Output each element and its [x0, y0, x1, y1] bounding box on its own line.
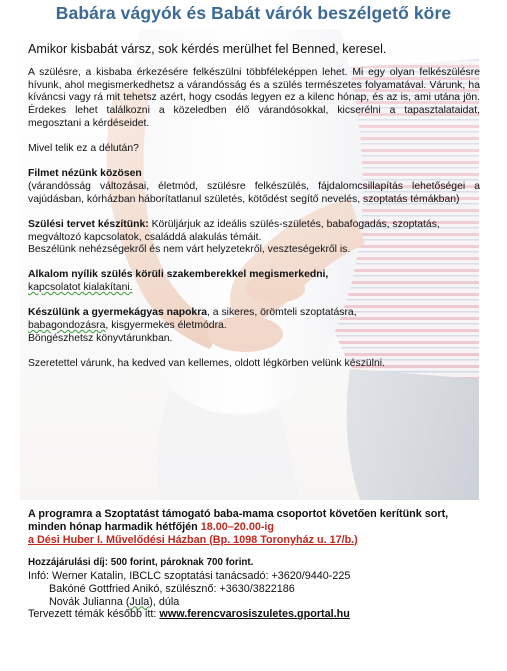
parent-paragraph — [28, 307, 480, 320]
experts-heading: Alkalom nyílik szülés körüli szakemberekkel megismerkedni, — [28, 269, 329, 281]
venue-text: a Dési Huber I. Művelődési Házban (Bp. 1098 Toronyház u. 17/b.) — [28, 533, 358, 546]
topics-label: Tervezett témák később itt: — [28, 608, 160, 621]
footer-block — [28, 508, 480, 621]
film-text: (várandósság változásai, életmód, szülésre felkészülés, fájdalomcsillapítás lehetőségei a vajúdásban, kórházban háborítatlanul születés, kötődést segítő nevelés, szoptatás témákban) — [28, 180, 480, 205]
plan-text-2: Beszélünk nehézségekről és nem várt helyzetekről, veszteségekről is. — [28, 244, 351, 256]
info-3c: ), dúla — [149, 595, 180, 608]
plan-text: Körüljárjuk az ideális szülés-születés, babafogadás, szoptatás, megváltozó kapcsolatok, családdá alakulás témáit. — [28, 218, 440, 243]
website-link[interactable]: www.ferencvarosiszuletes.gportal.hu — [159, 608, 350, 621]
page-title: Babára vágyók és Babát várók beszélgető köre — [55, 3, 452, 23]
fee-text: Hozzájárulási díj: 500 forint, pároknak 700 forint. — [28, 557, 254, 569]
parent-text-1: , a sikeres, örömteli szoptatásra, — [207, 307, 357, 319]
film-heading: Filmet nézünk közösen — [28, 168, 142, 180]
intro-text: Amikor kisbabát vársz, sok kérdés merülhet fel Benned, keresel. — [28, 42, 387, 56]
info-3b: Jula — [129, 595, 150, 608]
parent-text-3: , kisgyermekes életmódra. — [105, 320, 227, 332]
plan-heading: Szülési tervet készítünk: — [28, 218, 149, 230]
description-block — [28, 42, 480, 371]
plan-paragraph — [28, 219, 480, 244]
parent-text-4: Böngészhetsz könyvtárunkban. — [28, 332, 173, 344]
parent-text-2: babagondozásra — [28, 320, 106, 332]
experts-text: kapcsolatot kialakítani. — [28, 282, 133, 294]
info-line-1: Infó: Werner Katalin, IBCLC szoptatási tanácsadó: +3620/9440-225 — [28, 569, 351, 582]
info-3a: Novák Julianna ( — [49, 595, 130, 608]
intro-paragraph: A szülésre, a kisbaba érkezésére felkészülni többféleképpen lehet. Mi egy olyan felkészülésre hívunk, ahol megismerkedhetsz a várandósság és a szülés természetes folyamatával. Várunk, ha kíváncsi vagy rá mit tehetsz azért, hogy csodás legyen ez a kilenc hónap, és az is, ami utána jön. Érdekes lehet találkozni a közeledben élő várandósokkal, kicserélni a tapasztalataidat, megosztani a kérdéseidet. — [28, 67, 480, 129]
question-line: Mivel telik ez a délután? — [28, 143, 139, 155]
program-time: 18.00–20.00-ig — [200, 520, 275, 533]
parent-heading: Készülünk a gyermekágyas napokra — [28, 307, 208, 319]
info-line-3 — [28, 596, 480, 609]
info-line-2: Bakóné Gottfried Anikó, szülésznő: +3630/3822186 — [49, 582, 295, 595]
program-line-1: A programra a Szoptatást támogató baba-mama csoportot követően kerítünk sort, — [28, 508, 449, 520]
welcome-text: Szeretettel várunk, ha kedved van kellemes, oldott légkörben velünk készülni. — [28, 357, 385, 369]
program-line-2: minden hónap harmadik hétfőjén — [28, 520, 201, 533]
